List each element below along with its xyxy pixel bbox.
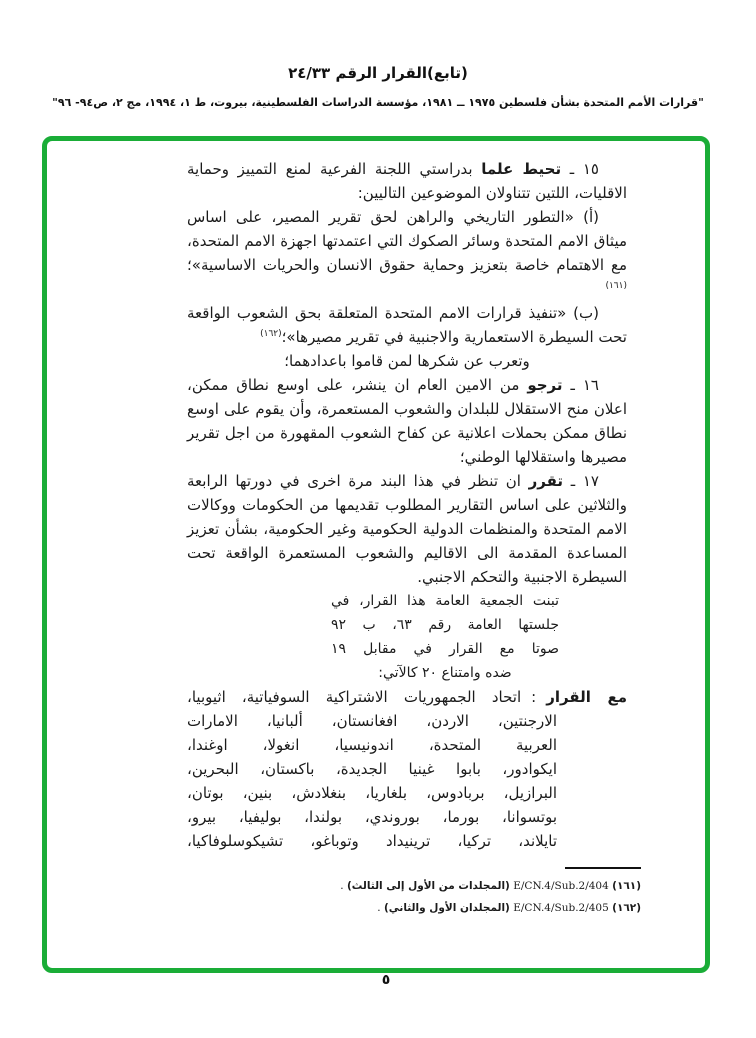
footnote-period: .	[377, 902, 381, 914]
footnotes-area	[127, 867, 641, 919]
item-b-text: «تنفيذ قرارات الامم المتحدة المتعلقة بحق الشعوب الواقعة تحت السيطرة الاستعمارية والاجنبية في تقرير مصيرها»؛	[187, 304, 627, 346]
paragraph-16	[187, 373, 627, 469]
vote-country-line: البرازيل، بربادوس، بلغاريا، بنغلادش، بنين، بوتان،	[187, 784, 557, 802]
vote-summary-line: صوتا مع القرار في مقابل ١٩	[331, 641, 559, 657]
footnote-ref-162: (١٦٢)	[260, 329, 282, 339]
footnote-document-code: E/CN.4/Sub.2/404	[513, 880, 609, 892]
footnote	[127, 875, 641, 897]
vote-summary-line: جلستها العامة رقم ٦٣، ب ٩٢	[331, 617, 559, 633]
vote-country-line: بوتسوانا، بورما، بوروندي، بولندا، بوليفيا، بيرو،	[187, 808, 557, 826]
footnote	[127, 897, 641, 919]
item-a	[187, 205, 627, 301]
footnote-period: .	[340, 880, 344, 892]
paragraph-17	[187, 469, 627, 589]
footnote-marker: (١٦٢)	[612, 902, 641, 914]
paragraph-17-text: ان تنظر في هذا البند مرة اخرى في دورتها الرابعة والثلاثين على اساس التقارير المطلوب تقديمها من الحكومات ووكالات الامم المتحدة والمنظمات الدولية الحكومية وغير الحكومية، بشأن تعزيز المساعدة المقدمة الى الاقاليم والشعوب المستعمرة الواقعة تحت السيطرة الاجنبية والتحكم الاجنبي.	[187, 472, 627, 586]
paragraph-15-number: ١٥ ـ	[569, 160, 599, 178]
paragraph-15-text: بدراستي اللجنة الفرعية لمنع التمييز وحماية الاقليات، اللتين تتناولان الموضوعين التاليين:	[187, 160, 627, 202]
vote-country-line: ايكوادور، بابوا غينيا الجديدة، باكستان، البحرين،	[187, 760, 557, 778]
item-b	[187, 301, 627, 349]
page-number: ٥	[381, 972, 391, 988]
footnote-divider	[565, 867, 641, 869]
vote-for-label: مع القرار	[546, 688, 627, 706]
vote-country-line: الارجنتين، الاردن، افغانستان، ألبانيا، الامارات	[187, 712, 557, 730]
source-citation: "قرارات الأمم المتحدة بشأن فلسطين ١٩٧٥ ــ ١٩٨١، مؤسسة الدراسات الفلسطينية، بيروت، ط ١، ١٩٩٤، مج ٢، ص٩٤- ٩٦"	[52, 96, 704, 109]
vote-for-colon: :	[531, 688, 537, 706]
vote-country-text: اتحاد الجمهوريات الاشتراكية السوفياتية، اثيوبيا،	[187, 688, 522, 706]
paragraph-16-keyword: ترجو	[527, 376, 563, 394]
vote-country-line: تايلاند، تركيا، ترينيداد وتوباغو، تشيكوسلوفاكيا،	[187, 832, 557, 850]
thanks-line: وتعرب عن شكرها لمن قاموا باعدادهما؛	[284, 352, 530, 370]
paragraph-17-number: ١٧ ـ	[570, 472, 599, 490]
footnote-ref-161: (١٦١)	[605, 281, 627, 291]
page-title: (تابع)القرار الرقم ٢٤/٣٣	[288, 64, 468, 82]
vote-for-block	[187, 685, 627, 853]
item-b-label: (ب)	[573, 304, 599, 322]
item-a-label: (أ)	[583, 208, 599, 226]
text-column	[187, 157, 627, 853]
footnote-note: (المجلدان الأول والثاني)	[383, 902, 510, 914]
paragraph-16-number: ١٦ ـ	[570, 376, 599, 394]
paragraph-17-keyword: تقرر	[528, 472, 564, 490]
vote-country-line	[187, 685, 627, 709]
item-a-text: «التطور التاريخي والراهن لحق تقرير المصير، على اساس ميثاق الامم المتحدة وسائر الصكوك التي اعتمدتها اجهزة الامم المتحدة، مع الاهتمام خاصة بتعزيز وحماية حقوق الانسان والحريات الاساسية»؛	[187, 208, 627, 274]
footnote-marker: (١٦١)	[612, 880, 641, 892]
resolution-box	[42, 136, 710, 973]
vote-summary-line: تبنت الجمعية العامة هذا القرار، في	[331, 593, 559, 609]
resolution-body	[47, 141, 705, 968]
vote-summary-line: ضده وامتناع ٢٠ كالآتي:	[378, 665, 512, 681]
paragraph-15	[187, 157, 627, 205]
footnote-document-code: E/CN.4/Sub.2/405	[513, 902, 609, 914]
vote-country-line: العربية المتحدة، اندونيسيا، انغولا، اوغندا،	[187, 736, 557, 754]
footnote-note: (المجلدات من الأول إلى الثالث)	[346, 880, 510, 892]
paragraph-16-text: من الامين العام ان ينشر، على اوسع نطاق ممكن، اعلان منح الاستقلال للبلدان والشعوب المستعمرة، وأن يقوم على اوسع نطاق ممكن بحملات اعلانية عن كفاح الشعوب المقهورة من اجل تقرير مصيرها واستقلالها الوطني؛	[187, 376, 627, 466]
vote-summary	[331, 589, 559, 685]
paragraph-15-keyword: تحيط علما	[481, 160, 562, 178]
